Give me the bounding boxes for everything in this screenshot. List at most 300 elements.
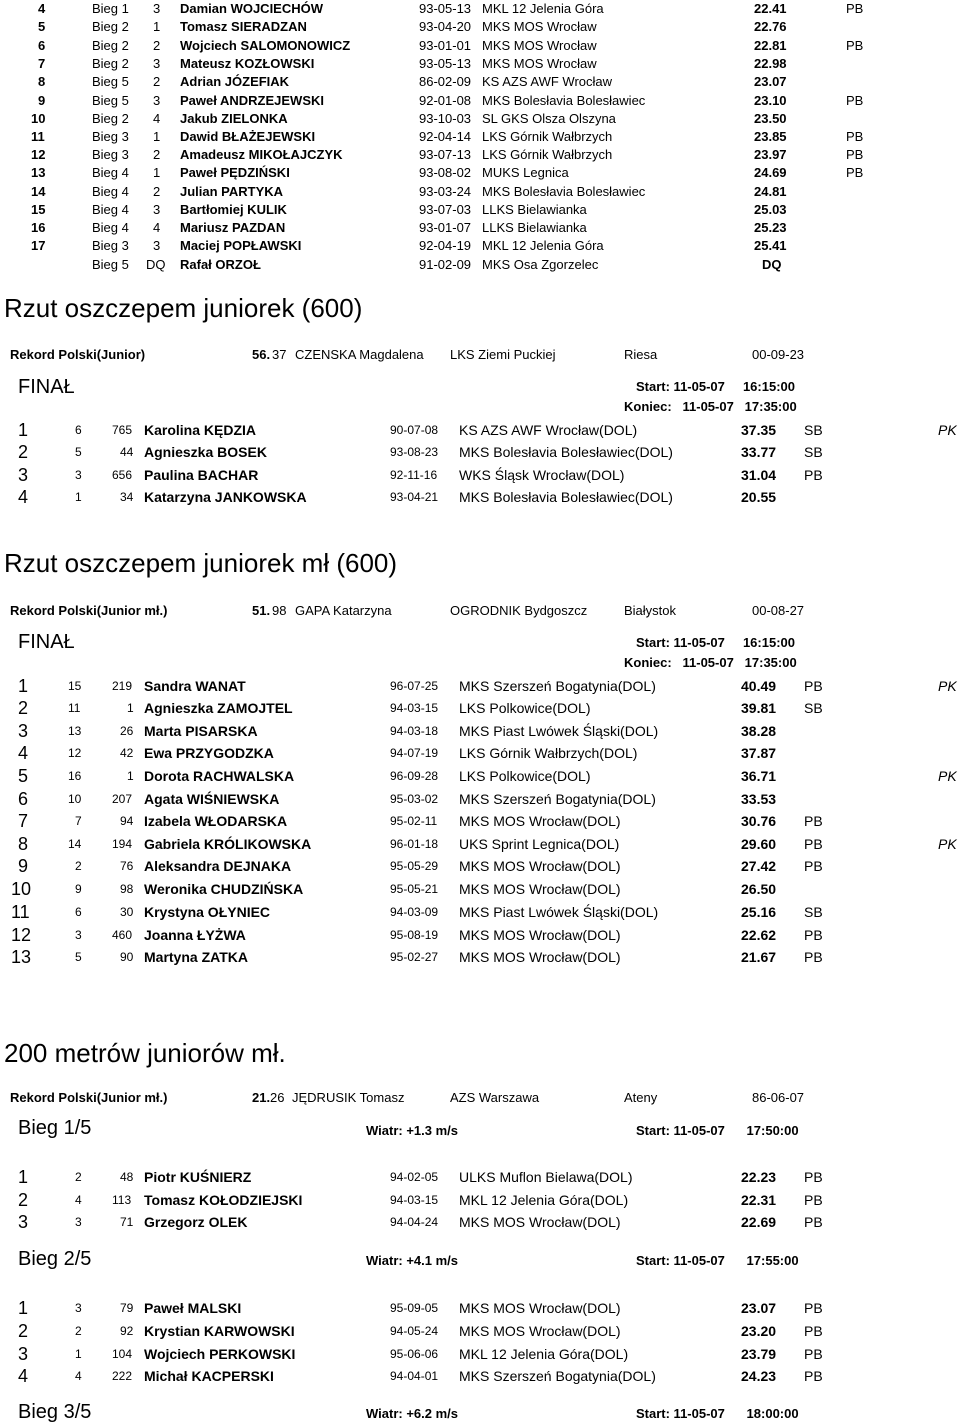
club: WKS Śląsk Wrocław(DOL): [459, 467, 625, 483]
birth-date: 92-04-19: [419, 238, 472, 253]
lane: 3: [153, 202, 161, 217]
birth-date: 95-05-21: [390, 882, 439, 896]
heat: Bieg 4: [92, 202, 129, 217]
result: 40.49: [741, 678, 777, 694]
club: MKS Bolesłavia Bolesławiec(DOL): [459, 489, 673, 505]
club: MKS Piast Lwówek Śląski(DOL): [459, 723, 659, 739]
start-label: Start: 11-05-07 17:50:00: [636, 1123, 799, 1138]
place: 13: [11, 947, 32, 967]
bib: 460: [112, 928, 133, 942]
bib: 765: [112, 423, 133, 437]
club: MKL 12 Jelenia Góra: [482, 238, 604, 253]
record: PB: [804, 813, 823, 829]
lane: 4: [75, 1193, 82, 1207]
lane: 2: [75, 859, 82, 873]
athlete-name: Agnieszka BOSEK: [144, 444, 267, 460]
athlete-name: Julian PARTYKA: [180, 184, 284, 199]
table-row: [0, 110, 960, 128]
birth-date: 94-05-24: [390, 1324, 439, 1338]
record: PB: [804, 1169, 823, 1185]
club: SL GKS Olsza Olszyna: [482, 111, 616, 126]
record-result-int: 51.: [252, 603, 271, 618]
result: 22.98: [754, 56, 787, 71]
result: 26.50: [741, 881, 777, 897]
place: 9: [18, 856, 29, 876]
athlete-name: Weronika CHUDZIŃSKA: [144, 881, 304, 897]
lane: 16: [68, 769, 82, 783]
lane: 1: [153, 165, 161, 180]
club: MUKS Legnica: [482, 165, 569, 180]
result: 23.79: [741, 1346, 777, 1362]
club: MKS MOS Wrocław(DOL): [459, 1300, 621, 1316]
club: MKS MOS Wrocław: [482, 19, 597, 34]
table-row: [0, 164, 960, 182]
bib: 1: [127, 701, 134, 715]
result: 27.42: [741, 858, 777, 874]
heat: Bieg 5: [92, 257, 129, 272]
club: LLKS Bielawianka: [482, 202, 587, 217]
club: LKS Polkowice(DOL): [459, 700, 591, 716]
club: MKS MOS Wrocław(DOL): [459, 949, 621, 965]
lane: 13: [68, 724, 82, 738]
athlete-name: Wojciech SALOMONOWICZ: [180, 38, 351, 53]
heat: Bieg 4: [92, 165, 129, 180]
result-row: [0, 464, 960, 486]
result: 29.60: [741, 836, 777, 852]
athlete-name: Martyna ZATKA: [144, 949, 248, 965]
lane: 3: [75, 1301, 82, 1315]
result-row: [0, 833, 960, 855]
athlete-name: Ewa PRZYGODZKA: [144, 745, 274, 761]
club: MKS MOS Wrocław: [482, 38, 597, 53]
birth-date: 95-05-29: [390, 859, 439, 873]
result-row: [0, 720, 960, 742]
club: MKS MOS Wrocław(DOL): [459, 1323, 621, 1339]
record-result-dec: 37: [272, 347, 287, 362]
result: 24.81: [754, 184, 787, 199]
result: 30.76: [741, 813, 777, 829]
lane: 2: [153, 147, 161, 162]
athlete-name: Paweł MALSKI: [144, 1300, 242, 1316]
birth-date: 93-01-07: [419, 220, 472, 235]
start-label: Start: 11-05-07 18:00:00: [636, 1406, 799, 1421]
athlete-name: Krystian KARWOWSKI: [144, 1323, 295, 1339]
record-date: 86-06-07: [752, 1090, 805, 1105]
lane: DQ: [146, 257, 166, 272]
lane: 3: [153, 238, 161, 253]
athlete-name: Mariusz PAZDAN: [180, 220, 286, 235]
athlete-name: Agata WIŚNIEWSKA: [144, 791, 280, 807]
bib: 207: [112, 792, 133, 806]
record: PB: [804, 1368, 823, 1384]
result: 23.07: [741, 1300, 777, 1316]
table-row: [0, 237, 960, 255]
place: 4: [18, 1366, 29, 1386]
result-row: [0, 810, 960, 832]
lane: 3: [75, 468, 82, 482]
lane: 3: [153, 93, 161, 108]
club: MKS Osa Zgorzelec: [482, 257, 599, 272]
record-label: Rekord Polski(Junior mł.): [10, 1090, 168, 1105]
table-row: [0, 128, 960, 146]
club: MKS Piast Lwówek Śląski(DOL): [459, 904, 659, 920]
lane: 9: [75, 882, 82, 896]
start-label: Start: 11-05-07 16:15:00: [636, 379, 795, 394]
place: 7: [18, 811, 29, 831]
end-label: Koniec: 11-05-07 17:35:00: [624, 655, 797, 670]
birth-date: 93-04-20: [419, 19, 472, 34]
record-date: 00-09-23: [752, 347, 805, 362]
start-label: Start: 11-05-07 16:15:00: [636, 635, 795, 650]
heat: Bieg 5: [92, 93, 129, 108]
birth-date: 93-04-21: [390, 490, 439, 504]
section-title: 200 metrów juniorów mł.: [4, 1038, 286, 1068]
record-club: AZS Warszawa: [450, 1090, 540, 1105]
record-result-int: 21.: [252, 1090, 271, 1105]
bib: 90: [120, 950, 134, 964]
result: 20.55: [741, 489, 777, 505]
table-row: [0, 0, 960, 18]
end-label: Koniec: 11-05-07 17:35:00: [624, 399, 797, 414]
heat-title: Bieg 1/5: [18, 1117, 92, 1139]
bib: 1: [127, 769, 134, 783]
lane: 4: [75, 1369, 82, 1383]
record-holder: GAPA Katarzyna: [295, 603, 392, 618]
record-result-dec: 98: [272, 603, 287, 618]
athlete-name: Krystyna OŁYNIEC: [144, 904, 271, 920]
record-result-dec: 26: [270, 1090, 285, 1105]
athlete-name: Bartłomiej KULIK: [180, 202, 287, 217]
record: PB: [846, 129, 864, 144]
record: PB: [846, 1, 864, 16]
result: 22.76: [754, 19, 787, 34]
lane: 14: [68, 837, 82, 851]
record: PB: [804, 927, 823, 943]
athlete-name: Tomasz SIERADZAN: [180, 19, 307, 34]
heat: Bieg 2: [92, 38, 129, 53]
table-row: [0, 73, 960, 91]
record: PB: [804, 858, 823, 874]
record: PB: [846, 93, 864, 108]
table-row: [0, 256, 960, 274]
heat: Bieg 3: [92, 238, 129, 253]
heat: Bieg 5: [92, 74, 129, 89]
result: 23.85: [754, 129, 787, 144]
result-row: [0, 946, 960, 968]
birth-date: 93-01-01: [419, 38, 472, 53]
record-place: Białystok: [624, 603, 677, 618]
athlete-name: Paweł PĘDZIŃSKI: [180, 165, 290, 180]
birth-date: 95-09-05: [390, 1301, 439, 1315]
start-time: [0, 634, 960, 652]
birth-date: 93-03-24: [419, 184, 472, 199]
record: PB: [804, 949, 823, 965]
record-club: LKS Ziemi Puckiej: [450, 347, 556, 362]
athlete-name: Agnieszka ZAMOJTEL: [144, 700, 293, 716]
place: 5: [18, 766, 29, 786]
record: PB: [804, 678, 823, 694]
club: MKS MOS Wrocław(DOL): [459, 858, 621, 874]
record-line: [0, 1089, 960, 1107]
heat: Bieg 2: [92, 111, 129, 126]
lane: 10: [68, 792, 82, 806]
place: 3: [18, 1212, 29, 1232]
club: KS AZS AWF Wrocław(DOL): [459, 422, 638, 438]
result: 22.69: [741, 1214, 777, 1230]
birth-date: 92-01-08: [419, 93, 472, 108]
heat: Bieg 1: [92, 1, 129, 16]
bib: 44: [120, 445, 134, 459]
heat: Bieg 2: [92, 56, 129, 71]
birth-date: 93-08-23: [390, 445, 439, 459]
birth-date: 94-04-24: [390, 1215, 439, 1229]
athlete-name: Damian WOJCIECHÓW: [180, 1, 324, 16]
athlete-name: Maciej POPŁAWSKI: [180, 238, 302, 253]
lane: 3: [75, 1215, 82, 1229]
bib: 79: [120, 1301, 134, 1315]
athlete-name: Gabriela KRÓLIKOWSKA: [144, 836, 312, 852]
heat-info: [0, 1252, 960, 1270]
birth-date: 86-02-09: [419, 74, 472, 89]
result-row: [0, 1365, 960, 1387]
round-title: FINAŁ: [18, 376, 75, 398]
birth-date: 95-02-27: [390, 950, 439, 964]
club: LKS Polkowice(DOL): [459, 768, 591, 784]
record: PB: [804, 1323, 823, 1339]
place: 5: [38, 19, 46, 34]
place: 2: [18, 1321, 29, 1341]
record: PB: [846, 38, 864, 53]
table-row: [0, 219, 960, 237]
record-line: [0, 602, 960, 620]
birth-date: 93-08-02: [419, 165, 472, 180]
place: 12: [11, 925, 32, 945]
start-label: Start: 11-05-07 17:55:00: [636, 1253, 799, 1268]
place: 15: [31, 202, 46, 217]
athlete-name: Izabela WŁODARSKA: [144, 813, 288, 829]
record-extra: PK: [938, 768, 957, 784]
record-date: 00-08-27: [752, 603, 805, 618]
result: DQ: [762, 257, 782, 272]
bib: 219: [112, 679, 133, 693]
club: LKS Górnik Wałbrzych: [482, 129, 613, 144]
section-title: Rzut oszczepem juniorek mł (600): [4, 548, 398, 578]
heat: Bieg 3: [92, 147, 129, 162]
heat: Bieg 2: [92, 19, 129, 34]
table-row: [0, 183, 960, 201]
athlete-name: Michał KACPERSKI: [144, 1368, 274, 1384]
birth-date: 96-01-18: [390, 837, 439, 851]
place: 3: [18, 721, 29, 741]
bib: 34: [120, 490, 134, 504]
birth-date: 94-03-18: [390, 724, 439, 738]
result: 33.77: [741, 444, 777, 460]
place: 10: [11, 879, 32, 899]
club: LKS Górnik Wałbrzych(DOL): [459, 745, 638, 761]
record: PB: [804, 836, 823, 852]
result-row: [0, 742, 960, 764]
bib: 113: [112, 1193, 132, 1207]
birth-date: 94-03-15: [390, 1193, 439, 1207]
club: MKS MOS Wrocław(DOL): [459, 813, 621, 829]
result-row: [0, 878, 960, 900]
athlete-name: Karolina KĘDZIA: [144, 422, 257, 438]
athlete-name: Grzegorz OLEK: [144, 1214, 248, 1230]
result-row: [0, 1189, 960, 1211]
result-row: [0, 675, 960, 697]
end-time: [0, 654, 960, 672]
place: 14: [31, 184, 46, 199]
club: LKS Górnik Wałbrzych: [482, 147, 613, 162]
lane: 11: [68, 701, 81, 715]
record: PB: [804, 1346, 823, 1362]
place: 1: [18, 1298, 29, 1318]
birth-date: 93-10-03: [419, 111, 472, 126]
place: 1: [18, 420, 29, 440]
lane: 12: [68, 746, 82, 760]
result: 33.53: [741, 791, 777, 807]
result: 37.87: [741, 745, 777, 761]
bib: 30: [120, 905, 134, 919]
place: 2: [18, 698, 29, 718]
athlete-name: Paulina BACHAR: [144, 467, 259, 483]
lane: 2: [153, 38, 161, 53]
birth-date: 93-07-13: [419, 147, 472, 162]
result: 22.62: [741, 927, 777, 943]
record-extra: PK: [938, 422, 957, 438]
table-row: [0, 55, 960, 73]
place: 3: [18, 465, 29, 485]
result: 22.23: [741, 1169, 777, 1185]
athlete-name: Dawid BŁAŻEJEWSKI: [180, 129, 316, 144]
athlete-name: Mateusz KOZŁOWSKI: [180, 56, 315, 71]
result: 25.41: [754, 238, 787, 253]
record: PB: [804, 1192, 823, 1208]
record: SB: [804, 422, 823, 438]
lane: 2: [153, 74, 161, 89]
lane: 1: [153, 19, 161, 34]
place: 8: [38, 74, 46, 89]
heat: Bieg 3: [92, 129, 129, 144]
bib: 194: [112, 837, 133, 851]
result: 23.97: [754, 147, 787, 162]
birth-date: 95-06-06: [390, 1347, 439, 1361]
record: SB: [804, 700, 823, 716]
result: 23.10: [754, 93, 787, 108]
athlete-name: Amadeusz MIKOŁAJCZYK: [180, 147, 343, 162]
lane: 4: [153, 111, 161, 126]
record-place: Ateny: [624, 1090, 658, 1105]
club: MKS MOS Wrocław(DOL): [459, 881, 621, 897]
record: PB: [846, 147, 864, 162]
place: 1: [18, 1167, 29, 1187]
heat: Bieg 4: [92, 220, 129, 235]
place: 6: [38, 38, 46, 53]
result: 25.23: [754, 220, 787, 235]
table-row: [0, 37, 960, 55]
record-extra: PK: [938, 836, 957, 852]
record-holder: JĘDRUSIK Tomasz: [292, 1090, 405, 1105]
result-row: [0, 765, 960, 787]
result: 22.81: [754, 38, 787, 53]
athlete-name: Sandra WANAT: [144, 678, 246, 694]
heat-title: Bieg 2/5: [18, 1248, 92, 1270]
athlete-name: Marta PISARSKA: [144, 723, 258, 739]
birth-date: 94-03-09: [390, 905, 439, 919]
birth-date: 93-05-13: [419, 1, 472, 16]
result: 22.41: [754, 1, 787, 16]
lane: 1: [75, 1347, 82, 1361]
result-row: [0, 1211, 960, 1233]
birth-date: 92-04-14: [419, 129, 472, 144]
result: 36.71: [741, 768, 777, 784]
athlete-name: Paweł ANDRZEJEWSKI: [180, 93, 324, 108]
bib: 222: [112, 1369, 133, 1383]
athlete-name: Tomasz KOŁODZIEJSKI: [144, 1192, 303, 1208]
result: 24.23: [741, 1368, 777, 1384]
table-row: [0, 201, 960, 219]
bib: 656: [112, 468, 133, 482]
record-place: Riesa: [624, 347, 658, 362]
place: 3: [18, 1344, 29, 1364]
result: 23.50: [754, 111, 787, 126]
record: SB: [804, 444, 823, 460]
result-row: [0, 788, 960, 810]
club: MKS Szerszeń Bogatynia(DOL): [459, 791, 656, 807]
record-holder: CZENSKA Magdalena: [295, 347, 424, 362]
club: MKS MOS Wrocław(DOL): [459, 1214, 621, 1230]
heat: Bieg 4: [92, 184, 129, 199]
heat-info: [0, 1122, 960, 1140]
place: 7: [38, 56, 46, 71]
result: 31.04: [741, 467, 777, 483]
result-row: [0, 1343, 960, 1365]
result: 38.28: [741, 723, 777, 739]
result: 22.31: [741, 1192, 777, 1208]
birth-date: 92-11-16: [390, 468, 438, 482]
record: SB: [804, 904, 823, 920]
wind: Wiatr: +6.2 m/s: [366, 1406, 459, 1421]
result: 23.07: [754, 74, 787, 89]
birth-date: 96-09-28: [390, 769, 439, 783]
athlete-name: Dorota RACHWALSKA: [144, 768, 295, 784]
birth-date: 93-07-03: [419, 202, 472, 217]
club: MKS Bolesłavia Bolesławiec: [482, 184, 646, 199]
end-time: [0, 398, 960, 416]
place: 10: [31, 111, 46, 126]
birth-date: 93-05-13: [419, 56, 472, 71]
result-row: [0, 441, 960, 463]
lane: 6: [75, 905, 82, 919]
place: 11: [31, 129, 45, 144]
bib: 76: [120, 859, 134, 873]
bib: 104: [112, 1347, 133, 1361]
place: 9: [38, 93, 46, 108]
record-label: Rekord Polski(Junior): [10, 347, 146, 362]
place: 8: [18, 834, 29, 854]
club: KS AZS AWF Wrocław: [482, 74, 613, 89]
lane: 5: [75, 950, 82, 964]
place: 1: [18, 676, 29, 696]
athlete-name: Adrian JÓZEFIAK: [180, 74, 290, 89]
place: 12: [31, 147, 46, 162]
result-row: [0, 1320, 960, 1342]
result-row: [0, 924, 960, 946]
record-result-int: 56.: [252, 347, 271, 362]
table-row: [0, 146, 960, 164]
club: MKS MOS Wrocław: [482, 56, 597, 71]
result-row: [0, 855, 960, 877]
